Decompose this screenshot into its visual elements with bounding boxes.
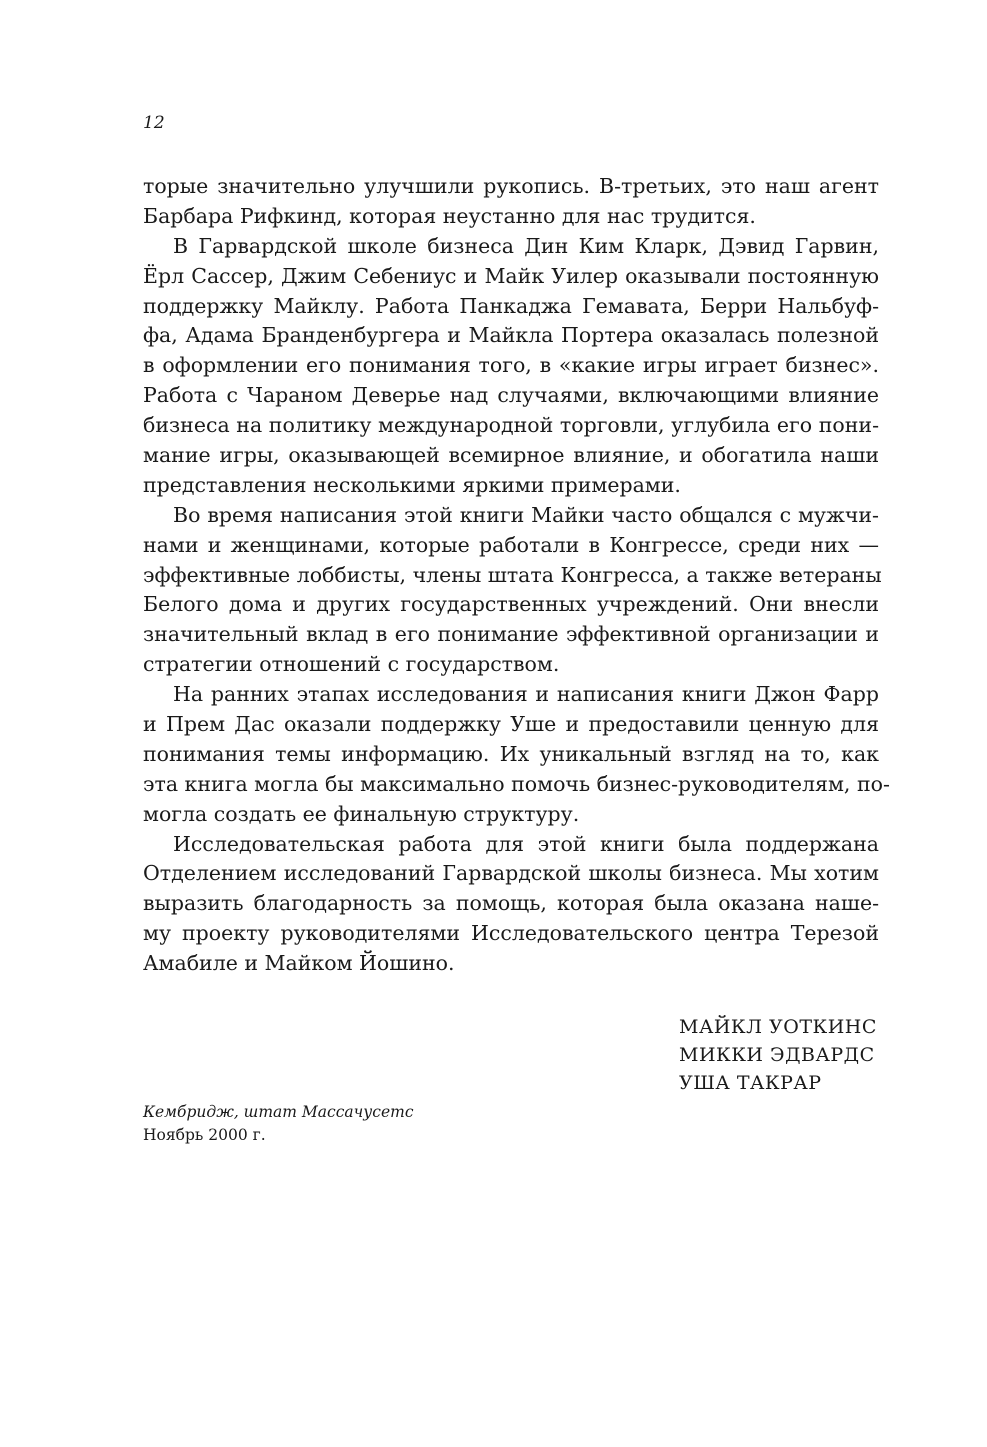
paragraph <box>143 830 879 979</box>
body-text <box>143 172 890 979</box>
text-line: выразить благодарность за помощь, которая была оказана наше- <box>143 891 879 916</box>
text-line: понимания темы информацию. Их уникальный взгляд на то, как <box>143 741 879 766</box>
text-line: и Прем Дас оказали поддержку Уше и предоставили ценную для <box>143 712 879 737</box>
text-line: В Гарвардской школе бизнеса Дин Ким Кларк, Дэвид Гарвин, <box>173 233 879 258</box>
text-line: представления несколькими яркими примерами. <box>143 472 681 497</box>
text-line: Белого дома и других государственных учреждений. Они внесли <box>143 592 879 617</box>
text-line: Работа с Чараном Деверье над случаями, включающими влияние <box>143 383 879 408</box>
text-line: Отделением исследований Гарвардской школы бизнеса. Мы хотим <box>143 861 879 886</box>
text-line: му проекту руководителями Исследовательского центра Терезой <box>143 921 879 946</box>
text-line: значительный вклад в его понимание эффективной организации и <box>143 622 879 647</box>
text-line: в оформлении его понимания того, в «какие игры играет бизнес». <box>143 353 879 378</box>
text-line: мание игры, оказывающей всемирное влияние, и обогатила наши <box>143 443 879 468</box>
author-name: УША ТАКРАР <box>679 1072 822 1094</box>
text-line: могла создать ее финальную структуру. <box>143 801 580 826</box>
text-line: стратегии отношений с государством. <box>143 652 560 677</box>
text-line: Во время написания этой книги Майки часто общался с мужчи- <box>173 502 879 527</box>
paragraph <box>143 501 882 680</box>
text-line: поддержку Майклу. Работа Панкаджа Гемавата, Берри Нальбуф- <box>143 293 879 318</box>
text-line: эффективные лоббисты, члены штата Конгресса, а также ветераны <box>143 562 882 587</box>
author-name: МИККИ ЭДВАРДС <box>679 1044 875 1066</box>
paragraph <box>143 680 890 829</box>
text-line: Исследовательская работа для этой книги была поддержана <box>173 831 879 856</box>
text-line: эта книга могла бы максимально помочь бизнес-руководителям, по- <box>143 771 890 796</box>
closing-date: Ноябрь 2000 г. <box>143 1126 266 1144</box>
text-line: Ёрл Сассер, Джим Себениус и Майк Уилер оказывали постоянную <box>143 263 879 288</box>
author-name: МАЙКЛ УОТКИНС <box>679 1016 877 1038</box>
text-line: бизнеса на политику международной торговли, углубила его пони- <box>143 413 879 438</box>
paragraph <box>143 232 879 501</box>
text-line: Амабиле и Майком Йошино. <box>143 951 455 976</box>
text-line: нами и женщинами, которые работали в Конгрессе, среди них — <box>143 532 879 557</box>
text-line: фа, Адама Бранденбургера и Майкла Портера оказалась полезной <box>143 323 879 348</box>
page-number: 12 <box>143 113 165 133</box>
closing-block <box>143 1101 414 1147</box>
paragraph <box>143 172 879 232</box>
closing-place: Кембридж, штат Массачусетс <box>143 1103 414 1121</box>
text-line: Барбара Рифкинд, которая неустанно для нас трудится. <box>143 203 756 228</box>
author-signatures <box>679 1013 877 1097</box>
text-line: На ранних этапах исследования и написания книги Джон Фарр <box>173 682 879 707</box>
text-line: торые значительно улучшили рукопись. В-третьих, это наш агент <box>143 174 879 198</box>
